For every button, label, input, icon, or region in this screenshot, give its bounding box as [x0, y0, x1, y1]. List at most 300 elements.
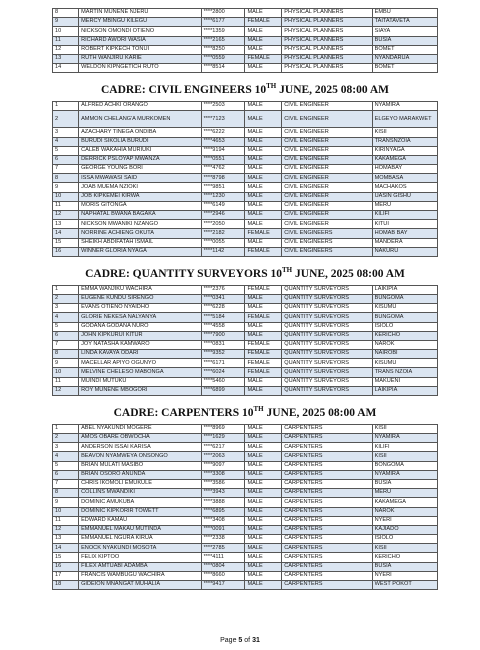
cadre-heading-text: CADRE: CARPENTERS 10 — [113, 406, 254, 419]
table-row — [53, 201, 438, 210]
cell-gender: MALE — [245, 102, 282, 111]
cell-gender: MALE — [245, 562, 282, 571]
cell-id-number: ****1142 — [201, 247, 245, 256]
cell-row-number: 10 — [53, 27, 79, 36]
cell-row-number: 2 — [53, 294, 79, 303]
cell-row-number: 4 — [53, 313, 79, 322]
cell-row-number: 16 — [53, 247, 79, 256]
cell-gender: MALE — [245, 525, 282, 534]
cell-cadre: CARPENTERS — [282, 535, 372, 544]
cell-gender: FEMALE — [245, 359, 282, 368]
total-pages-number: 31 — [252, 637, 260, 644]
table-row — [53, 424, 438, 433]
cell-full-name: GLORIE NEKESA NALYANYA — [79, 313, 202, 322]
candidate-table — [52, 101, 438, 257]
cell-row-number: 5 — [53, 146, 79, 155]
cell-id-number: ****2338 — [201, 535, 245, 544]
table-row — [53, 525, 438, 534]
cell-full-name: GIDEION MNANGAT MUHALIA — [79, 581, 202, 590]
cell-id-number: ****4653 — [201, 137, 245, 146]
cell-county: MANDERA — [372, 238, 437, 247]
cell-county: KAKAMEGA — [372, 498, 437, 507]
cell-id-number: ****3586 — [201, 479, 245, 488]
cell-county: TRANS NZOIA — [372, 368, 437, 377]
cell-full-name: MACELLAR APIYO OGUNYO — [79, 359, 202, 368]
cell-row-number: 8 — [53, 174, 79, 183]
cell-cadre: QUANTITY SURVEYORS — [282, 386, 372, 395]
cell-full-name: NORRINE ACHIENG OKUTA — [79, 229, 202, 238]
table-row — [53, 359, 438, 368]
cell-id-number: ****2503 — [201, 102, 245, 111]
cell-id-number: ****4762 — [201, 165, 245, 174]
cell-full-name: COLLINS MWANDIKI — [79, 489, 202, 498]
cell-cadre: QUANTITY SURVEYORS — [282, 313, 372, 322]
cell-gender: MALE — [245, 535, 282, 544]
cell-row-number: 4 — [53, 452, 79, 461]
cell-full-name: MARTIN MUNENE NJERU — [79, 9, 202, 18]
cell-cadre: CARPENTERS — [282, 498, 372, 507]
cell-row-number: 5 — [53, 322, 79, 331]
cell-gender: FEMALE — [245, 54, 282, 63]
table-row — [53, 434, 438, 443]
table-row — [53, 571, 438, 580]
cell-full-name: AZACHARY TINEGA ONDIBA — [79, 128, 202, 137]
table-row — [53, 102, 438, 111]
cell-cadre: PHYSICAL PLANNERS — [282, 36, 372, 45]
cell-county: NYAMIRA — [372, 470, 437, 479]
cell-id-number: ****2063 — [201, 452, 245, 461]
table-row — [53, 443, 438, 452]
cell-id-number: ****2785 — [201, 544, 245, 553]
cell-row-number: 10 — [53, 192, 79, 201]
cell-id-number: ****9851 — [201, 183, 245, 192]
cell-id-number: ****7900 — [201, 331, 245, 340]
cell-cadre: CIVIL ENGINEER — [282, 174, 372, 183]
cell-gender: MALE — [245, 304, 282, 313]
cell-cadre: CARPENTERS — [282, 470, 372, 479]
cell-cadre: PHYSICAL PLANNERS — [282, 9, 372, 18]
cell-county: BUSIA — [372, 479, 437, 488]
cell-id-number: ****7123 — [201, 111, 245, 128]
cadre-heading-time: JUNE, 2025 08:00 AM — [263, 406, 377, 419]
cell-full-name: MUINDI MUTUKU — [79, 377, 202, 386]
cell-full-name: NICKSON MWANIKI NZANGO — [79, 220, 202, 229]
cell-row-number: 2 — [53, 434, 79, 443]
cell-gender: MALE — [245, 470, 282, 479]
cell-cadre: QUANTITY SURVEYORS — [282, 359, 372, 368]
cell-county: KERICHO — [372, 553, 437, 562]
cell-cadre: CARPENTERS — [282, 562, 372, 571]
cell-row-number: 12 — [53, 525, 79, 534]
cell-cadre: CARPENTERS — [282, 461, 372, 470]
cell-row-number: 3 — [53, 304, 79, 313]
cell-gender: MALE — [245, 27, 282, 36]
cell-row-number: 6 — [53, 155, 79, 164]
cell-row-number: 9 — [53, 183, 79, 192]
cell-full-name: JOY NATASHA KAMWARO — [79, 340, 202, 349]
table-row — [53, 377, 438, 386]
cell-county: KISUMU — [372, 304, 437, 313]
cell-full-name: EUGENE KUNDU SIRENGO — [79, 294, 202, 303]
table-row — [53, 498, 438, 507]
cell-row-number: 18 — [53, 581, 79, 590]
cell-cadre: QUANTITY SURVEYORS — [282, 285, 372, 294]
table-row — [53, 238, 438, 247]
cell-cadre: CARPENTERS — [282, 452, 372, 461]
footer-page-label: Page — [220, 637, 239, 644]
cell-id-number: ****8660 — [201, 571, 245, 580]
cell-full-name: BRIAN OSORO ANUNDA — [79, 470, 202, 479]
cell-county: KERICHO — [372, 331, 437, 340]
cell-cadre: PHYSICAL PLANNERS — [282, 18, 372, 27]
cell-full-name: BURUDI SIKOLIA BURUDI — [79, 137, 202, 146]
cell-full-name: GODANA GODANA NURO — [79, 322, 202, 331]
cell-cadre: CARPENTERS — [282, 553, 372, 562]
cell-row-number: 7 — [53, 165, 79, 174]
cadre-heading — [52, 405, 438, 419]
table-row — [53, 64, 438, 73]
cell-row-number: 10 — [53, 507, 79, 516]
cell-full-name: RICHARD AWORI WASIA — [79, 36, 202, 45]
table-row — [53, 452, 438, 461]
cell-county: LAIKIPIA — [372, 285, 437, 294]
cell-cadre: CIVIL ENGINEER — [282, 137, 372, 146]
table-row — [53, 489, 438, 498]
cell-cadre: CIVIL ENGINEERS — [282, 247, 372, 256]
cell-full-name: ROBERT KIPKECH TONUI — [79, 45, 202, 54]
cell-cadre: CARPENTERS — [282, 443, 372, 452]
cell-row-number: 7 — [53, 340, 79, 349]
cell-id-number: ****6171 — [201, 359, 245, 368]
cell-id-number: ****0341 — [201, 294, 245, 303]
cell-id-number: ****9417 — [201, 581, 245, 590]
table-row — [53, 581, 438, 590]
page-footer — [0, 637, 480, 644]
table-row — [53, 470, 438, 479]
cell-gender: MALE — [245, 192, 282, 201]
cell-id-number: ****6899 — [201, 386, 245, 395]
cell-gender: MALE — [245, 581, 282, 590]
cell-row-number: 15 — [53, 238, 79, 247]
cell-row-number: 7 — [53, 479, 79, 488]
cell-gender: MALE — [245, 165, 282, 174]
cell-full-name: FILEX AMTUABI ADAMBA — [79, 562, 202, 571]
cell-cadre: PHYSICAL PLANNERS — [282, 27, 372, 36]
cell-county: LAIKIPIA — [372, 386, 437, 395]
cell-cadre: CARPENTERS — [282, 544, 372, 553]
cell-county: KAJIADO — [372, 525, 437, 534]
cell-gender: MALE — [245, 571, 282, 580]
cell-county: KISII — [372, 544, 437, 553]
cell-county: ELGEYO MARAKWET — [372, 111, 437, 128]
cell-county: ISIOLO — [372, 535, 437, 544]
cell-gender: MALE — [245, 36, 282, 45]
cell-full-name: BEAVON NYAMWEYA ONSONGO — [79, 452, 202, 461]
cell-county: TRANSNZOIA — [372, 137, 437, 146]
table-row — [53, 146, 438, 155]
cell-row-number: 5 — [53, 461, 79, 470]
cell-county: KITUI — [372, 220, 437, 229]
cell-cadre: CARPENTERS — [282, 516, 372, 525]
candidate-table — [52, 8, 438, 73]
cell-full-name: ENOCK NYAKUNDI MOSOTA — [79, 544, 202, 553]
cell-gender: MALE — [245, 64, 282, 73]
cell-row-number: 12 — [53, 211, 79, 220]
table-row — [53, 294, 438, 303]
cell-cadre: QUANTITY SURVEYORS — [282, 350, 372, 359]
cell-full-name: WINNER GLORIA NYAGA — [79, 247, 202, 256]
cell-cadre: CARPENTERS — [282, 434, 372, 443]
cell-cadre: QUANTITY SURVEYORS — [282, 331, 372, 340]
cell-cadre: CARPENTERS — [282, 507, 372, 516]
cell-county: KILIFI — [372, 443, 437, 452]
cell-county: BOMET — [372, 64, 437, 73]
cell-full-name: EMMA WANJIKU WACHIRA — [79, 285, 202, 294]
cell-full-name: ABEL NYAKUNDI MOGERE — [79, 424, 202, 433]
cell-row-number: 3 — [53, 128, 79, 137]
cell-row-number: 4 — [53, 137, 79, 146]
cell-id-number: ****9352 — [201, 350, 245, 359]
cell-cadre: CIVIL ENGINEER — [282, 111, 372, 128]
cell-row-number: 14 — [53, 544, 79, 553]
cell-gender: MALE — [245, 434, 282, 443]
cadre-heading-time: JUNE, 2025 08:00 AM — [276, 84, 390, 97]
cell-id-number: ****6217 — [201, 443, 245, 452]
cell-row-number: 9 — [53, 18, 79, 27]
cell-full-name: NAPHATAL BWANA BAGAKA — [79, 211, 202, 220]
cell-gender: MALE — [245, 220, 282, 229]
cell-full-name: FELIX KIPTOO — [79, 553, 202, 562]
table-row — [53, 507, 438, 516]
cell-gender: FEMALE — [245, 18, 282, 27]
table-row — [53, 544, 438, 553]
cell-gender: MALE — [245, 331, 282, 340]
cell-gender: MALE — [245, 294, 282, 303]
cell-full-name: DOMINIC AMUKUBA — [79, 498, 202, 507]
cell-county: KAKAMEGA — [372, 155, 437, 164]
cell-cadre: CARPENTERS — [282, 581, 372, 590]
cell-gender: MALE — [245, 443, 282, 452]
cell-id-number: ****0551 — [201, 155, 245, 164]
cell-id-number: ****3943 — [201, 489, 245, 498]
cell-cadre: CIVIL ENGINEER — [282, 192, 372, 201]
cell-id-number: ****0091 — [201, 525, 245, 534]
cell-county: NYANDARUA — [372, 54, 437, 63]
cell-county: KISII — [372, 424, 437, 433]
cell-gender: MALE — [245, 183, 282, 192]
table-row — [53, 368, 438, 377]
cell-gender: FEMALE — [245, 313, 282, 322]
cell-row-number: 11 — [53, 36, 79, 45]
cadre-heading — [52, 266, 438, 280]
table-row — [53, 340, 438, 349]
cell-id-number: ****6149 — [201, 201, 245, 210]
cell-cadre: CIVIL ENGINEER — [282, 211, 372, 220]
cell-county: NYERI — [372, 571, 437, 580]
cell-id-number: ****1359 — [201, 27, 245, 36]
cell-county: KIRINYAGA — [372, 146, 437, 155]
cell-cadre: CIVIL ENGINEER — [282, 102, 372, 111]
cell-full-name: SHEIKH ABDIFATAH ISMAIL — [79, 238, 202, 247]
cell-gender: MALE — [245, 155, 282, 164]
cell-full-name: DERRICK PSLOYAP MWANZA — [79, 155, 202, 164]
cell-gender: MALE — [245, 498, 282, 507]
cell-county: KISII — [372, 128, 437, 137]
cell-full-name: MORIS GITONGA — [79, 201, 202, 210]
cell-county: BUSIA — [372, 562, 437, 571]
table-row — [53, 350, 438, 359]
cell-id-number: ****6895 — [201, 507, 245, 516]
cell-full-name: FRANCIS WAMBUGU WACHIRA — [79, 571, 202, 580]
cell-row-number: 8 — [53, 350, 79, 359]
cadre-heading-suffix: TH — [266, 82, 277, 91]
cell-cadre: CARPENTERS — [282, 489, 372, 498]
cadre-heading-suffix: TH — [253, 405, 264, 414]
cell-gender: FEMALE — [245, 350, 282, 359]
cell-gender: FEMALE — [245, 285, 282, 294]
cell-county: MAKUENI — [372, 377, 437, 386]
cell-county: MERU — [372, 489, 437, 498]
table-row — [53, 386, 438, 395]
table-row — [53, 313, 438, 322]
cell-full-name: AMMON CHELANG'A MURKOMEN — [79, 111, 202, 128]
table-row — [53, 54, 438, 63]
cell-id-number: ****5460 — [201, 377, 245, 386]
candidate-table — [52, 424, 438, 590]
cell-cadre: CARPENTERS — [282, 424, 372, 433]
cell-full-name: EMMANUEL NGURA KIRUA — [79, 535, 202, 544]
cell-id-number: ****8514 — [201, 64, 245, 73]
cell-id-number: ****3888 — [201, 498, 245, 507]
table-row — [53, 562, 438, 571]
table-row — [53, 247, 438, 256]
table-row — [53, 211, 438, 220]
cell-cadre: PHYSICAL PLANNERS — [282, 54, 372, 63]
document-page — [52, 8, 438, 590]
cell-county: HOMAB BAY — [372, 229, 437, 238]
cell-row-number: 14 — [53, 64, 79, 73]
cell-cadre: CIVIL ENGINEER — [282, 165, 372, 174]
table-row — [53, 322, 438, 331]
cell-county: NAROK — [372, 507, 437, 516]
cell-gender: MALE — [245, 479, 282, 488]
cell-id-number: ****2165 — [201, 36, 245, 45]
cadre-heading-text: CADRE: QUANTITY SURVEYORS 10 — [85, 267, 283, 280]
table-row — [53, 331, 438, 340]
cell-gender: MALE — [245, 377, 282, 386]
cell-id-number: ****2946 — [201, 211, 245, 220]
cell-county: NAKURU — [372, 247, 437, 256]
cell-full-name: AMOS OBARE OBWOCHA — [79, 434, 202, 443]
cell-county: TAITATAVETA — [372, 18, 437, 27]
table-row — [53, 229, 438, 238]
cell-id-number: ****2376 — [201, 285, 245, 294]
table-row — [53, 111, 438, 128]
cell-gender: FEMALE — [245, 229, 282, 238]
cell-gender: MALE — [245, 489, 282, 498]
cell-row-number: 9 — [53, 498, 79, 507]
cell-row-number: 15 — [53, 553, 79, 562]
table-row — [53, 27, 438, 36]
table-row — [53, 128, 438, 137]
table-row — [53, 174, 438, 183]
cell-cadre: CIVIL ENGINEER — [282, 183, 372, 192]
current-page-number: 5 — [238, 637, 243, 644]
cell-id-number: ****6222 — [201, 128, 245, 137]
cell-full-name: GEORGE YOUNG BORI — [79, 165, 202, 174]
cell-id-number: ****2800 — [201, 9, 245, 18]
cell-full-name: JOHN KIPKURUI KITUR — [79, 331, 202, 340]
cell-cadre: CIVIL ENGINEERS — [282, 229, 372, 238]
cell-county: KISII — [372, 452, 437, 461]
table-row — [53, 192, 438, 201]
cell-gender: MALE — [245, 9, 282, 18]
cell-cadre: CARPENTERS — [282, 479, 372, 488]
cell-gender: MALE — [245, 461, 282, 470]
cell-row-number: 11 — [53, 201, 79, 210]
cell-gender: MALE — [245, 553, 282, 562]
cell-cadre: QUANTITY SURVEYORS — [282, 340, 372, 349]
cell-id-number: ****6228 — [201, 304, 245, 313]
cell-cadre: CIVIL ENGINEER — [282, 155, 372, 164]
cell-county: NYAMIRA — [372, 102, 437, 111]
cell-cadre: QUANTITY SURVEYORS — [282, 304, 372, 313]
cell-row-number: 1 — [53, 102, 79, 111]
cell-cadre: QUANTITY SURVEYORS — [282, 294, 372, 303]
cell-row-number: 17 — [53, 571, 79, 580]
cell-county: UASIN GISHU — [372, 192, 437, 201]
cell-id-number: ****0055 — [201, 238, 245, 247]
cell-full-name: EVANS OTIENO NYAIDHO — [79, 304, 202, 313]
cell-county: BUSIA — [372, 36, 437, 45]
cell-id-number: ****0804 — [201, 562, 245, 571]
cell-cadre: CIVIL ENGINEER — [282, 146, 372, 155]
cell-id-number: ****9194 — [201, 146, 245, 155]
cell-id-number: ****6024 — [201, 368, 245, 377]
cell-county: KILIFI — [372, 211, 437, 220]
cell-id-number: ****0831 — [201, 340, 245, 349]
cell-county: MOMBASA — [372, 174, 437, 183]
cell-row-number: 9 — [53, 359, 79, 368]
cell-gender: FEMALE — [245, 368, 282, 377]
cell-gender: MALE — [245, 211, 282, 220]
cell-id-number: ****4558 — [201, 322, 245, 331]
cell-county: EMBU — [372, 9, 437, 18]
cell-id-number: ****9097 — [201, 461, 245, 470]
cadre-heading-time: JUNE, 2025 08:00 AM — [292, 267, 405, 280]
table-row — [53, 553, 438, 562]
cell-full-name: EMMANUEL MAKAU MUTINDA — [79, 525, 202, 534]
cell-gender: MALE — [245, 424, 282, 433]
cell-gender: MALE — [245, 146, 282, 155]
cell-county: BUNGOMA — [372, 294, 437, 303]
cell-full-name: ISSA MWAWASI SAID — [79, 174, 202, 183]
cell-row-number: 12 — [53, 386, 79, 395]
cell-county: SIAYA — [372, 27, 437, 36]
table-row — [53, 183, 438, 192]
cell-county: MERU — [372, 201, 437, 210]
cell-id-number: ****1230 — [201, 192, 245, 201]
cell-cadre: PHYSICAL PLANNERS — [282, 64, 372, 73]
cell-id-number: ****8250 — [201, 45, 245, 54]
cadre-heading — [52, 82, 438, 96]
table-row — [53, 165, 438, 174]
table-row — [53, 155, 438, 164]
cell-id-number: ****2050 — [201, 220, 245, 229]
cell-county: WEST POKOT — [372, 581, 437, 590]
cell-full-name: LINDA KAVAYA ODARI — [79, 350, 202, 359]
footer-of-label: of — [242, 637, 253, 644]
